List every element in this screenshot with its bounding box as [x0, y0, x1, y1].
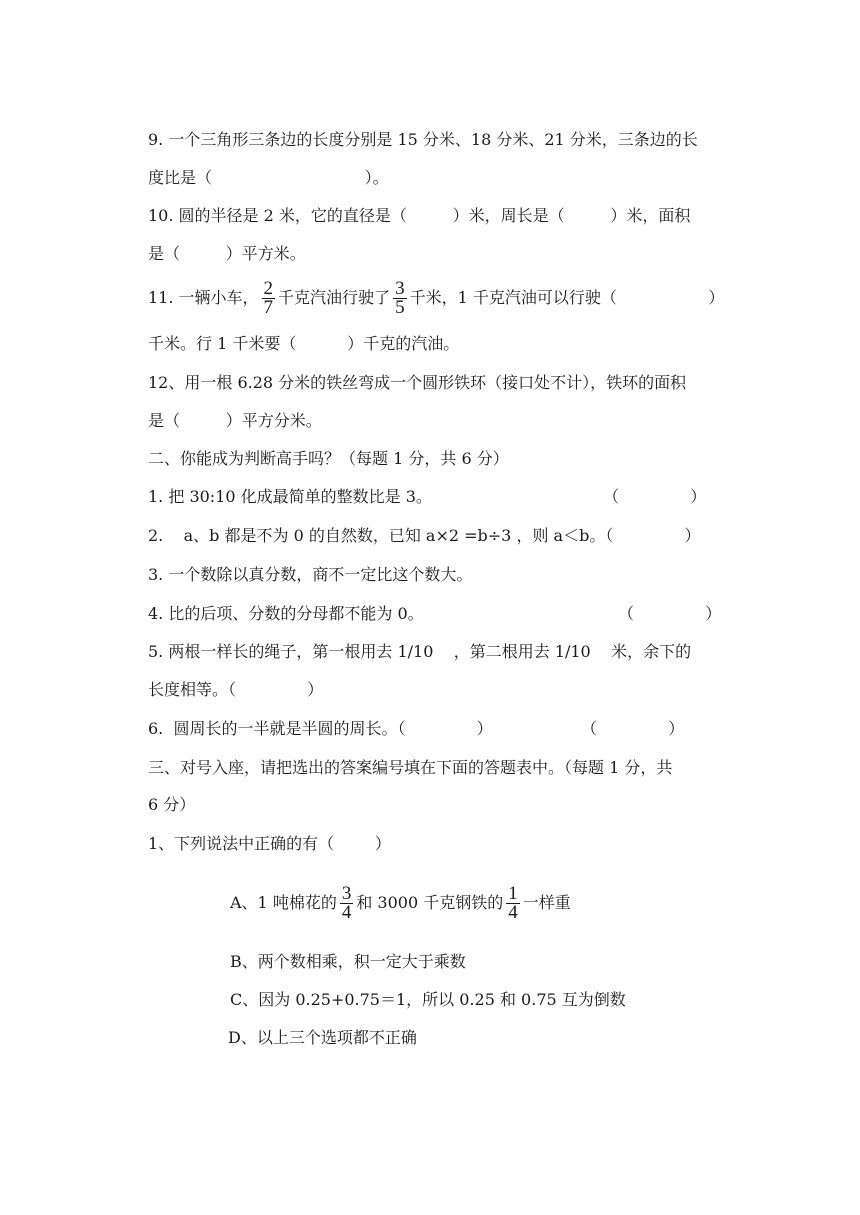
fraction-1-4 [506, 885, 520, 922]
judge-item-6-answer: （ ） [581, 719, 685, 738]
q11-text-c: 千米，1 千克汽油可以行驶（ ） [409, 288, 725, 307]
fraction-numerator: 2 [263, 278, 274, 299]
judge-item-4-answer: （ ） [618, 604, 722, 623]
fraction-numerator: 3 [395, 278, 405, 299]
fraction-numerator: 1 [508, 883, 518, 904]
judge-item-6: 6. 圆周长的一半就是半圆的周长。（ ） [148, 719, 493, 738]
fraction-3-5 [393, 280, 407, 317]
option-d: D、以上三个选项都不正确 [228, 1028, 417, 1047]
section-3-heading-line-2: 6 分） [148, 795, 196, 814]
section-2-heading: 二、你能成为判断高手吗？（每题 1 分，共 6 分） [148, 449, 509, 468]
q9-line-1: 9. 一个三角形三条边的长度分别是 15 分米、18 分米、21 分米，三条边的长 [148, 130, 698, 149]
judge-item-5-line-2: 长度相等。（ ） [148, 680, 324, 699]
fraction-3-4 [340, 885, 354, 922]
judge-item-4: 4. 比的后项、分数的分母都不能为 0。 [148, 604, 424, 623]
fraction-numerator: 3 [341, 883, 352, 904]
option-a-text-c: 一样重 [522, 893, 571, 912]
judge-item-3: 3. 一个数除以真分数，商不一定比这个数大。 [148, 565, 473, 584]
q11-text-b: 千克汽油行驶了 [278, 288, 391, 307]
q12-line-2: 是（ ）平方分米。 [148, 411, 322, 430]
q11-text-a: 11. 一辆小车， [148, 288, 259, 307]
option-c: C、因为 0.25+0.75＝1，所以 0.25 和 0.75 互为倒数 [230, 990, 626, 1009]
fraction-denominator: 4 [341, 902, 352, 923]
judge-item-2: 2. a、b 都是不为 0 的自然数，已知 a×2 =b÷3 ，则 a＜b。（ ） [148, 526, 701, 545]
fraction-denominator: 7 [263, 297, 274, 318]
judge-item-1: 1. 把 30:10 化成最简单的整数比是 3。 [148, 487, 432, 506]
q10-line-1: 10. 圆的半径是 2 米，它的直径是（ ）米，周长是（ ）米，面积 [148, 206, 691, 225]
q9-line-2: 度比是（ ）。 [148, 168, 389, 187]
fraction-denominator: 5 [395, 297, 405, 318]
choice-question-1: 1、下列说法中正确的有（ ） [148, 834, 391, 853]
option-a [230, 878, 571, 928]
q11-line-1 [148, 280, 724, 317]
q11-line-2: 千米。行 1 千米要（ ）千克的汽油。 [148, 334, 460, 353]
judge-item-1-answer: （ ） [603, 487, 707, 506]
option-b: B、两个数相乘，积一定大于乘数 [230, 952, 466, 971]
section-3-heading-line-1: 三、对号入座，请把选出的答案编号填在下面的答题表中。（每题 1 分，共 [148, 758, 673, 777]
q12-line-1: 12、用一根 6.28 分米的铁丝弯成一个圆形铁环（接口处不计），铁环的面积 [148, 373, 687, 392]
option-a-text-a: A、1 吨棉花的 [230, 893, 337, 912]
fraction-2-7 [262, 280, 276, 317]
q10-line-2: 是（ ）平方米。 [148, 244, 306, 263]
option-a-text-b: 和 3000 千克钢铁的 [356, 893, 504, 912]
judge-item-5-line-1: 5. 两根一样长的绳子，第一根用去 1/10 ，第二根用去 1/10 米，余下的 [148, 642, 692, 661]
fraction-denominator: 4 [508, 902, 518, 923]
